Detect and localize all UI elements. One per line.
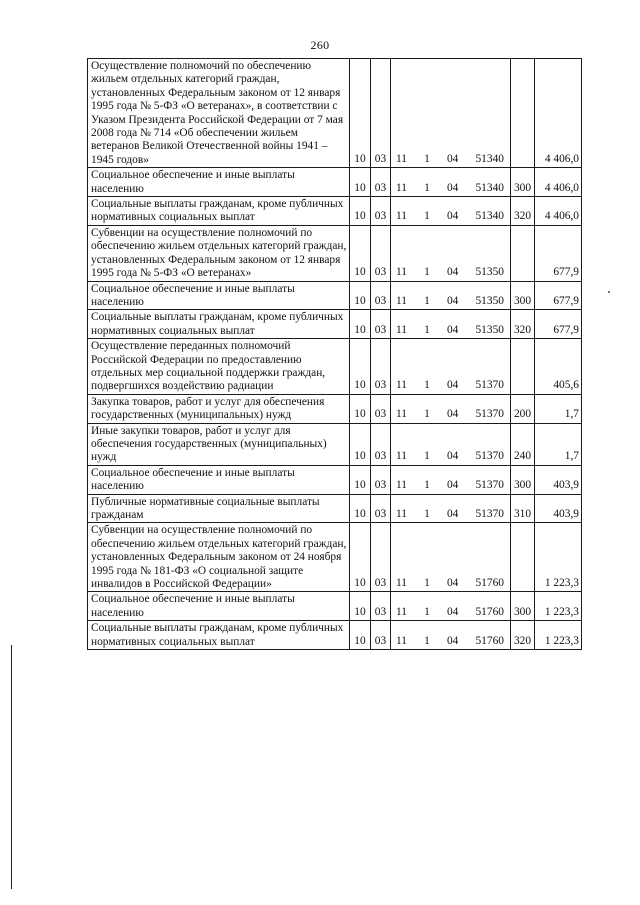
row-code-subprogram: 1 xyxy=(424,479,430,492)
row-code-event: 04 xyxy=(446,210,459,223)
row-subsection: 03 xyxy=(371,394,391,423)
row-name: Социальное обеспечение и иные выплаты населению xyxy=(88,592,350,621)
row-code-subprogram: 1 xyxy=(424,408,430,421)
row-subsection: 03 xyxy=(371,225,391,281)
row-subsection: 03 xyxy=(371,339,391,395)
row-subsection: 03 xyxy=(371,494,391,523)
row-code-subprogram: 1 xyxy=(424,266,430,279)
row-code-direction: 51370 xyxy=(475,479,504,492)
row-target-article xyxy=(391,465,511,494)
row-code-event: 04 xyxy=(446,577,459,590)
row-amount: 4 406,0 xyxy=(535,59,582,168)
row-amount: 677,9 xyxy=(535,225,582,281)
row-name: Субвенции на осуществление полномочий по обеспечению жильем отдельных категорий граждан, установленных Федеральным законом от 12 января 1995 года № 5-ФЗ «О ветеранах» xyxy=(88,225,350,281)
row-amount: 405,6 xyxy=(535,339,582,395)
row-code-event: 04 xyxy=(446,479,459,492)
row-code-subprogram: 1 xyxy=(424,450,430,463)
row-subsection: 03 xyxy=(371,621,391,650)
row-amount: 677,9 xyxy=(535,310,582,339)
row-code-direction: 51760 xyxy=(475,577,504,590)
row-expense-type: 300 xyxy=(511,168,535,197)
row-name: Публичные нормативные социальные выплаты гражданам xyxy=(88,494,350,523)
row-code-event: 04 xyxy=(446,266,459,279)
row-amount: 1,7 xyxy=(535,423,582,465)
row-code-event: 04 xyxy=(446,152,459,165)
table-row xyxy=(88,310,582,339)
row-code-program: 11 xyxy=(396,379,407,392)
row-expense-type: 300 xyxy=(511,592,535,621)
row-expense-type: 320 xyxy=(511,310,535,339)
row-code-direction: 51370 xyxy=(475,508,504,520)
table-row xyxy=(88,59,582,168)
row-name: Осуществление полномочий по обеспечению жильем отдельных категорий граждан, установленных Федеральным законом от 12 января 1995 года № 5-ФЗ «О ветеранах», в соответствии с Указом Президента Российской Федерации от 7 мая 2008 года № 714 «Об обеспечении жильем ветеранов Великой Отечественной войны 1941 – 1945 годов» xyxy=(88,59,350,168)
row-code-event: 04 xyxy=(446,605,459,618)
table-row xyxy=(88,339,582,395)
margin-line xyxy=(11,645,12,889)
row-code-program: 11 xyxy=(396,266,407,279)
row-name: Социальное обеспечение и иные выплаты населению xyxy=(88,168,350,197)
row-amount: 4 406,0 xyxy=(535,168,582,197)
row-code-direction: 51760 xyxy=(475,605,504,618)
row-target-article xyxy=(391,592,511,621)
row-code-direction: 51340 xyxy=(475,181,504,194)
row-code-event: 04 xyxy=(446,181,459,194)
row-code-event: 04 xyxy=(446,379,459,392)
row-section: 10 xyxy=(350,621,371,650)
row-section: 10 xyxy=(350,423,371,465)
table-row xyxy=(88,168,582,197)
budget-table xyxy=(87,58,582,650)
row-code-program: 11 xyxy=(396,605,407,618)
row-code-direction: 51350 xyxy=(475,323,504,336)
row-section: 10 xyxy=(350,310,371,339)
row-expense-type xyxy=(511,59,535,168)
row-section: 10 xyxy=(350,465,371,494)
row-subsection: 03 xyxy=(371,423,391,465)
row-code-program: 11 xyxy=(396,408,407,421)
row-code-subprogram: 1 xyxy=(424,577,430,590)
row-target-article xyxy=(391,310,511,339)
table-row xyxy=(88,197,582,226)
row-code-program: 11 xyxy=(396,210,407,223)
row-expense-type xyxy=(511,339,535,395)
margin-dot xyxy=(608,291,610,293)
row-code-program: 11 xyxy=(396,450,407,463)
row-section: 10 xyxy=(350,494,371,523)
row-target-article xyxy=(391,59,511,168)
row-name: Субвенции на осуществление полномочий по обеспечению жильем отдельных категорий граждан, установленных Федеральным законом от 24 ноября 1995 года № 181-ФЗ «О социальной защите инвалидов в Российской Федерации» xyxy=(88,523,350,592)
row-expense-type xyxy=(511,523,535,592)
row-code-direction: 51370 xyxy=(475,450,504,463)
row-code-event: 04 xyxy=(446,408,459,421)
table-row xyxy=(88,281,582,310)
row-subsection: 03 xyxy=(371,59,391,168)
row-subsection: 03 xyxy=(371,310,391,339)
row-code-subprogram: 1 xyxy=(424,379,430,392)
row-subsection: 03 xyxy=(371,281,391,310)
row-amount: 1,7 xyxy=(535,394,582,423)
table-row xyxy=(88,494,582,523)
table-row xyxy=(88,423,582,465)
row-name: Закупка товаров, работ и услуг для обеспечения государственных (муниципальных) нужд xyxy=(88,394,350,423)
row-name: Социальные выплаты гражданам, кроме публичных нормативных социальных выплат xyxy=(88,310,350,339)
row-subsection: 03 xyxy=(371,592,391,621)
row-amount: 403,9 xyxy=(535,465,582,494)
row-code-program: 11 xyxy=(396,181,407,194)
row-expense-type: 300 xyxy=(511,465,535,494)
row-code-event: 04 xyxy=(446,450,459,463)
row-amount: 1 223,3 xyxy=(535,523,582,592)
row-amount: 4 406,0 xyxy=(535,197,582,226)
row-code-subprogram: 1 xyxy=(424,605,430,618)
row-subsection: 03 xyxy=(371,197,391,226)
row-amount: 1 223,3 xyxy=(535,592,582,621)
row-expense-type: 300 xyxy=(511,281,535,310)
row-target-article xyxy=(391,339,511,395)
row-target-article xyxy=(391,423,511,465)
row-code-direction: 51370 xyxy=(475,408,504,421)
row-amount: 403,9 xyxy=(535,494,582,523)
row-code-program: 11 xyxy=(396,634,407,647)
table-row xyxy=(88,394,582,423)
row-code-subprogram: 1 xyxy=(424,634,430,647)
row-code-subprogram: 1 xyxy=(424,508,430,520)
row-name: Осуществление переданных полномочий Российской Федерации по предоставлению отдельных мер социальной поддержки граждан, подвергшихся воздействию радиации xyxy=(88,339,350,395)
table-row xyxy=(88,523,582,592)
row-code-program: 11 xyxy=(396,294,407,307)
row-code-direction: 51370 xyxy=(475,379,504,392)
row-code-direction: 51760 xyxy=(475,634,504,647)
row-target-article xyxy=(391,197,511,226)
row-code-event: 04 xyxy=(446,508,459,520)
row-section: 10 xyxy=(350,281,371,310)
row-section: 10 xyxy=(350,339,371,395)
row-name: Социальное обеспечение и иные выплаты населению xyxy=(88,465,350,494)
row-section: 10 xyxy=(350,225,371,281)
row-name: Социальное обеспечение и иные выплаты населению xyxy=(88,281,350,310)
table-row xyxy=(88,225,582,281)
row-expense-type xyxy=(511,225,535,281)
table-row xyxy=(88,621,582,650)
row-target-article xyxy=(391,394,511,423)
row-code-direction: 51340 xyxy=(475,152,504,165)
row-code-direction: 51350 xyxy=(475,266,504,279)
row-code-subprogram: 1 xyxy=(424,323,430,336)
row-code-subprogram: 1 xyxy=(424,210,430,223)
row-target-article xyxy=(391,494,511,523)
row-target-article xyxy=(391,225,511,281)
row-section: 10 xyxy=(350,59,371,168)
row-name: Социальные выплаты гражданам, кроме публичных нормативных социальных выплат xyxy=(88,621,350,650)
row-target-article xyxy=(391,523,511,592)
row-name: Социальные выплаты гражданам, кроме публичных нормативных социальных выплат xyxy=(88,197,350,226)
row-subsection: 03 xyxy=(371,465,391,494)
row-amount: 677,9 xyxy=(535,281,582,310)
row-code-event: 04 xyxy=(446,323,459,336)
row-expense-type: 320 xyxy=(511,197,535,226)
row-code-subprogram: 1 xyxy=(424,152,430,165)
row-code-subprogram: 1 xyxy=(424,181,430,194)
row-expense-type: 200 xyxy=(511,394,535,423)
row-code-program: 11 xyxy=(396,323,407,336)
row-target-article xyxy=(391,621,511,650)
table-row xyxy=(88,465,582,494)
row-section: 10 xyxy=(350,197,371,226)
row-expense-type: 310 xyxy=(511,494,535,523)
row-target-article xyxy=(391,168,511,197)
row-code-direction: 51340 xyxy=(475,210,504,223)
row-code-program: 11 xyxy=(396,577,407,590)
row-expense-type: 240 xyxy=(511,423,535,465)
row-amount: 1 223,3 xyxy=(535,621,582,650)
row-code-event: 04 xyxy=(446,294,459,307)
page-number: 260 xyxy=(310,38,330,52)
row-subsection: 03 xyxy=(371,168,391,197)
table-row xyxy=(88,592,582,621)
row-code-program: 11 xyxy=(396,152,407,165)
row-section: 10 xyxy=(350,394,371,423)
row-code-direction: 51350 xyxy=(475,294,504,307)
row-code-event: 04 xyxy=(446,634,459,647)
row-section: 10 xyxy=(350,523,371,592)
row-subsection: 03 xyxy=(371,523,391,592)
row-section: 10 xyxy=(350,168,371,197)
row-section: 10 xyxy=(350,592,371,621)
row-code-program: 11 xyxy=(396,479,407,492)
row-name: Иные закупки товаров, работ и услуг для обеспечения государственных (муниципальных) нужд xyxy=(88,423,350,465)
row-code-subprogram: 1 xyxy=(424,294,430,307)
row-code-program: 11 xyxy=(396,508,407,520)
row-expense-type: 320 xyxy=(511,621,535,650)
row-target-article xyxy=(391,281,511,310)
